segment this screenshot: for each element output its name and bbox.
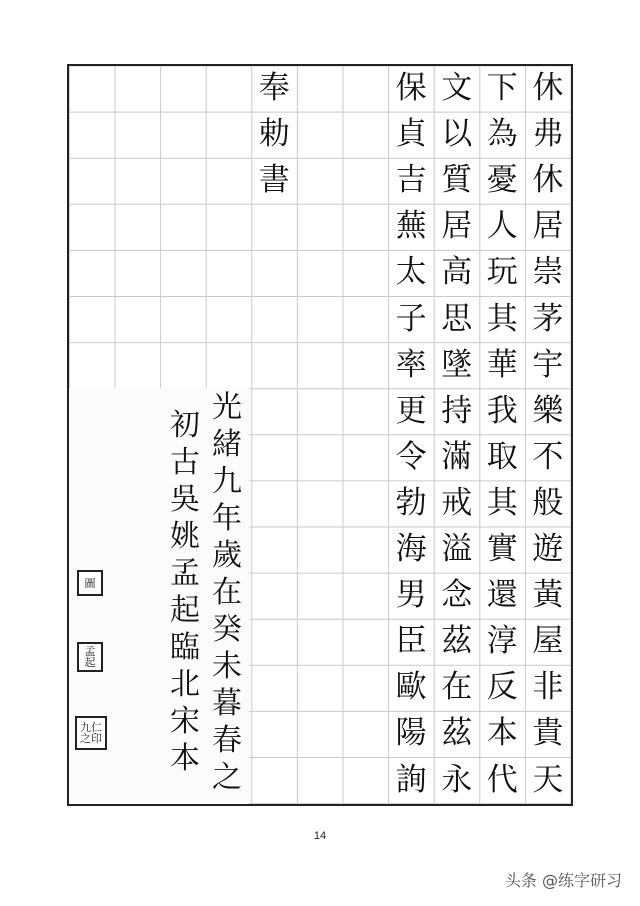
calligraphy-character: 戒 (441, 484, 473, 521)
text-column (434, 66, 479, 804)
inscription-character: 歲 (212, 538, 242, 573)
calligraphy-character: 非 (532, 669, 564, 706)
text-column (480, 66, 525, 804)
inscription-character: 孟 (170, 556, 200, 591)
inscription-column (207, 388, 247, 804)
calligraphy-character: 書 (258, 162, 290, 199)
inscription-character: 之 (212, 760, 242, 795)
inscription-character: 本 (170, 741, 200, 776)
page-number: 14 (313, 830, 327, 842)
calligraphy-character: 念 (441, 577, 473, 614)
inscription-character: 暮 (212, 686, 242, 721)
text-column (389, 66, 434, 804)
calligraphy-character: 率 (395, 346, 427, 383)
inscription-character: 春 (212, 723, 242, 758)
calligraphy-character: 我 (486, 392, 518, 429)
calligraphy-character: 淳 (486, 623, 518, 660)
calligraphy-character: 實 (486, 531, 518, 567)
calligraphy-character: 休 (532, 70, 564, 106)
calligraphy-character: 陽 (395, 715, 427, 752)
inscription-character: 起 (170, 593, 200, 628)
calligraphy-character: 溢 (441, 531, 473, 567)
calligraphy-character: 臣 (395, 623, 427, 660)
calligraphy-character: 在 (441, 669, 473, 706)
calligraphy-character: 屋 (532, 623, 564, 660)
colophon-inscription (69, 388, 249, 804)
calligraphy-character: 保 (395, 70, 427, 106)
calligraphy-character: 休 (532, 162, 564, 199)
inscription-character: 光 (212, 390, 242, 425)
calligraphy-character: 代 (486, 761, 518, 798)
calligraphy-character: 太 (395, 254, 427, 291)
inscription-character: 初 (170, 408, 200, 443)
calligraphy-character: 詢 (395, 761, 427, 798)
seal-stamp-1: 圖 (77, 570, 103, 596)
calligraphy-character: 宇 (532, 346, 564, 383)
calligraphy-character: 勃 (395, 484, 427, 521)
text-column (525, 66, 570, 804)
calligraphy-character: 吉 (395, 162, 427, 199)
calligraphy-character: 下 (486, 70, 518, 106)
calligraphy-character: 憂 (486, 162, 518, 199)
calligraphy-character: 海 (395, 531, 427, 567)
calligraphy-character: 居 (441, 208, 473, 245)
calligraphy-character: 質 (441, 162, 473, 199)
calligraphy-character: 蕪 (395, 208, 427, 245)
seal-stamp-3: 九仁 之印 (75, 716, 107, 750)
copybook-page-frame (67, 64, 573, 806)
calligraphy-character: 為 (486, 116, 518, 153)
inscription-character: 在 (212, 575, 242, 610)
calligraphy-character: 文 (441, 70, 473, 106)
inscription-character: 九 (212, 464, 242, 499)
calligraphy-character: 崇 (532, 254, 564, 291)
calligraphy-character: 以 (441, 116, 473, 153)
calligraphy-character: 還 (486, 577, 518, 614)
calligraphy-character: 更 (395, 392, 427, 429)
inscription-character: 吳 (170, 482, 200, 517)
calligraphy-character: 持 (441, 392, 473, 429)
calligraphy-character: 取 (486, 438, 518, 475)
seal-stamp-2: 孟起 (77, 642, 103, 672)
calligraphy-character: 貴 (532, 715, 564, 752)
calligraphy-character: 本 (486, 715, 518, 752)
calligraphy-character: 反 (486, 669, 518, 706)
text-column (343, 66, 388, 804)
calligraphy-character: 其 (486, 300, 518, 337)
inscription-character: 臨 (170, 630, 200, 665)
inscription-character: 姚 (170, 519, 200, 554)
inscription-character: 癸 (212, 612, 242, 647)
inscription-character: 緒 (212, 427, 242, 462)
calligraphy-character: 貞 (395, 116, 427, 153)
text-column (297, 66, 342, 804)
calligraphy-character: 茲 (441, 623, 473, 660)
watermark: 头条 @练字研习 (504, 871, 622, 890)
calligraphy-character: 弗 (532, 116, 564, 153)
text-column (252, 66, 297, 804)
calligraphy-character: 玩 (486, 254, 518, 291)
inscription-column (165, 388, 205, 804)
calligraphy-character: 人 (486, 208, 518, 245)
calligraphy-character: 遊 (532, 531, 564, 567)
calligraphy-character: 思 (441, 300, 473, 337)
inscription-character: 古 (170, 445, 200, 480)
calligraphy-character: 其 (486, 484, 518, 521)
calligraphy-character: 高 (441, 254, 473, 291)
calligraphy-character: 滿 (441, 438, 473, 475)
calligraphy-character: 黃 (532, 577, 564, 614)
calligraphy-character: 華 (486, 346, 518, 383)
calligraphy-character: 令 (395, 438, 427, 475)
calligraphy-character: 子 (395, 300, 427, 337)
calligraphy-character: 男 (395, 577, 427, 614)
calligraphy-character: 墜 (441, 346, 473, 383)
calligraphy-character: 不 (532, 438, 564, 475)
calligraphy-character: 永 (441, 761, 473, 798)
calligraphy-character: 般 (532, 484, 564, 521)
calligraphy-character: 茲 (441, 715, 473, 752)
calligraphy-character: 天 (532, 761, 564, 798)
calligraphy-character: 歐 (395, 669, 427, 706)
calligraphy-character: 茅 (532, 300, 564, 337)
calligraphy-character: 居 (532, 208, 564, 245)
inscription-character: 北 (170, 667, 200, 702)
calligraphy-character: 樂 (532, 392, 564, 429)
inscription-character: 宋 (170, 704, 200, 739)
inscription-character: 未 (212, 649, 242, 684)
inscription-character: 年 (212, 501, 242, 536)
calligraphy-character: 勅 (258, 116, 290, 153)
calligraphy-character: 奉 (258, 70, 290, 106)
